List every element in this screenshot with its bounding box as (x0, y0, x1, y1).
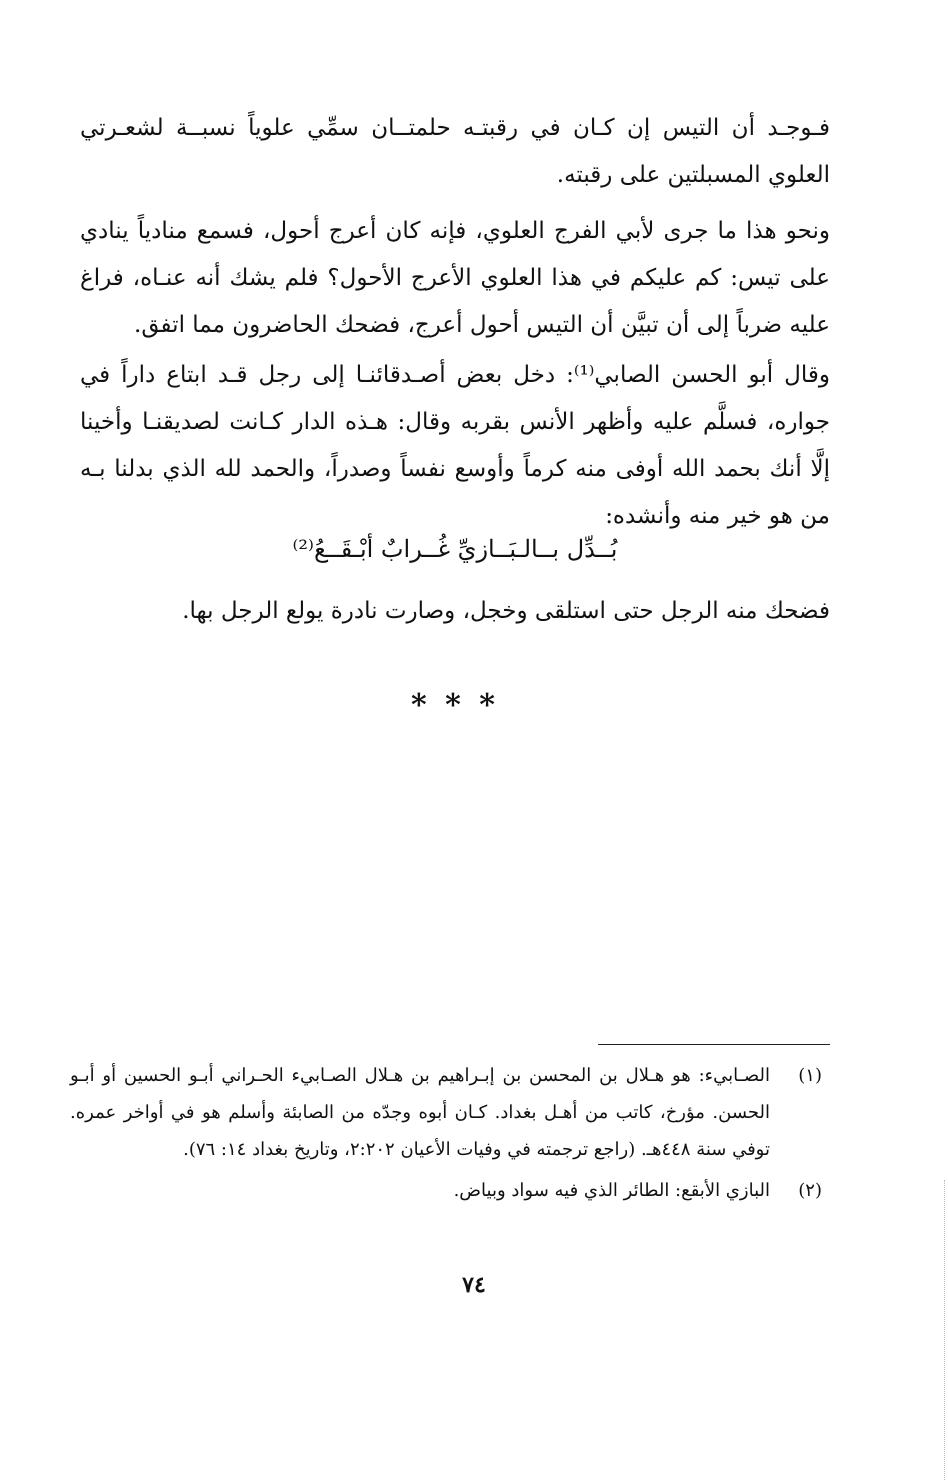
footnote-number: (٢) (798, 1180, 822, 1201)
footnote-text: البازي الأبقع: الطائر الذي فيه سواد وبياض. (453, 1180, 770, 1201)
scan-edge (944, 1180, 945, 1480)
poetry-verse: بُــدِّل بــالـبَــازيِّ غُــرابٌ أبْـقَــعُ⁽²⁾ (292, 535, 618, 563)
paragraph-3: وقال أبو الحسن الصابي⁽¹⁾: دخل بعض أصـدقائنـا إلى رجل قـد ابتاع داراً في جواره، فسلَّم عليه وأظهر الأنس بقربه وقال: هـذه الدار كـانت لصديقنـا وأخينا إلَّا أنك بحمد الله أوفى منه كرماً وأوسع نفساً وصدراً، والحمد لله الذي بدلنا بـه من هو خير منه وأنشده: (80, 362, 830, 529)
footnote-2 (70, 1172, 822, 1209)
paragraph-1: فـوجـد أن التيس إن كـان في رقبتـه حلمتــان سمِّي علوياً نسبــة لشعـرتي العلوي المسبلتين على رقبته. (80, 115, 830, 188)
footnotes (70, 1057, 822, 1213)
page-number: ٧٤ (462, 1272, 486, 1298)
footnote-1 (70, 1057, 822, 1168)
paragraph-2: ونحو هذا ما جرى لأبي الفرج العلوي، فإنه كان أعرج أحول، فسمع منادياً ينادي على تيس: كم عليكم في هذا العلوي الأعرج الأحول؟ فلم يشك أنه عنـاه، فراغ عليه ضرباً إلى أن تبيَّن أن التيس أحول أعرج، فضحك الحاضرون مما اتفق. (80, 218, 830, 338)
closing-paragraph: فضحك منه الرجل حتى استلقى وخجل، وصارت نادرة يولع الرجل بها. (182, 598, 830, 624)
section-separator: * * * (411, 688, 499, 723)
footnote-text: الصـابيء: هو هـلال بن المحسن بن إبـراهيم بن هـلال الصـابيء الحـراني أبـو الحسين أو أبـو الحسن. مؤرخ، كاتب من أهـل بغداد. كـان أبوه وجدّه من الصابئة وأسلم هو في أواخر عمره. توفي سنة ٤٤٨هـ. (راجع ترجمته في وفيات الأعيان ٢:٢٠٢، وتاريخ بغداد ١٤: ٧٦). (70, 1065, 770, 1160)
footnote-number: (١) (798, 1065, 822, 1086)
footnote-divider (598, 1044, 830, 1045)
